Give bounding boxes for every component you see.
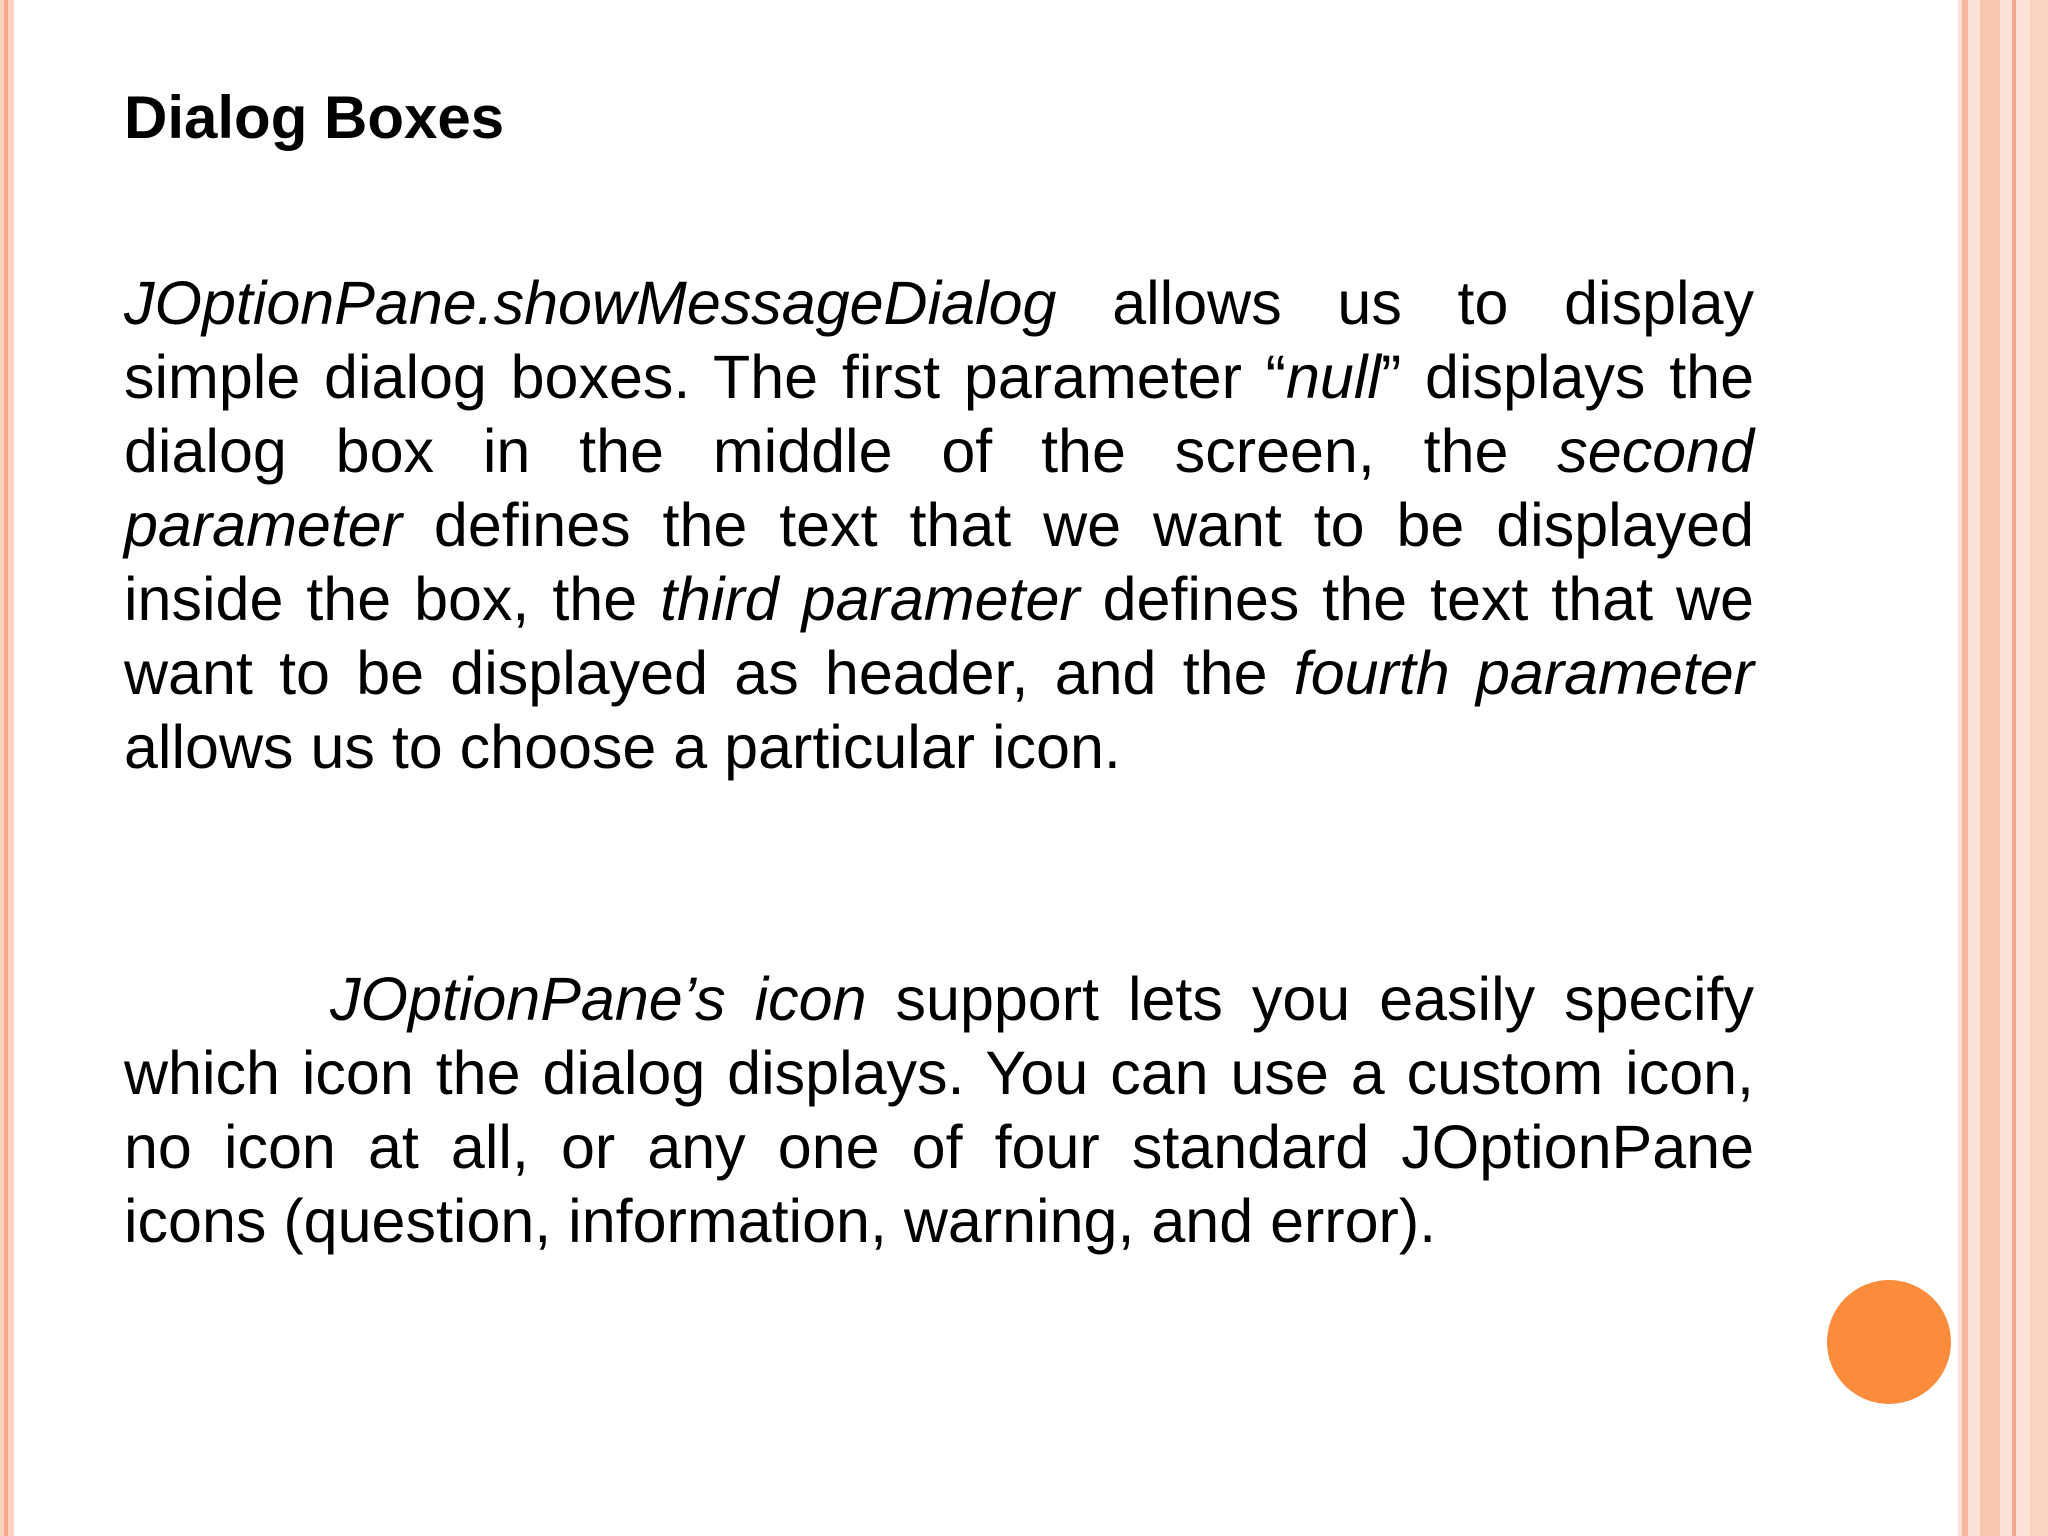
right-border-line: [1962, 0, 1968, 1536]
slide-title: Dialog Boxes: [124, 84, 505, 151]
text-span: defines the text that we want to be displayed as header, and the: [124, 565, 1754, 707]
paragraph-show-message-dialog: [124, 266, 1754, 784]
emphasis: second parameter: [124, 417, 1754, 559]
text-span: allows us to display simple dialog boxes. The first parameter “: [124, 269, 1754, 411]
code-term: JOptionPane.showMessageDialog: [124, 269, 1057, 337]
emphasis: third parameter: [660, 565, 1080, 633]
text-span: support lets you easily specify which icon the dialog displays. You can use a custom icon, no icon at all, or any one of four standard JOptionPane icons (question, information, warning, and error).: [124, 965, 1754, 1255]
text-span: allows us to choose a particular icon.: [124, 713, 1121, 781]
text-span: ” displays the dialog box in the middle of the screen, the: [124, 343, 1754, 485]
paragraph-icon-support: [124, 962, 1754, 1258]
orange-circle-decoration: [1827, 1280, 1951, 1404]
emphasis: null: [1286, 343, 1381, 411]
right-border-line: [1980, 0, 2000, 1536]
emphasis: JOptionPane’s icon: [330, 965, 867, 1033]
right-border-line: [2030, 0, 2048, 1536]
emphasis: fourth parameter: [1293, 639, 1754, 707]
right-border-line: [2012, 0, 2016, 1536]
left-border-line: [4, 0, 8, 1536]
text-span: defines the text that we want to be displayed inside the box, the: [124, 491, 1754, 633]
